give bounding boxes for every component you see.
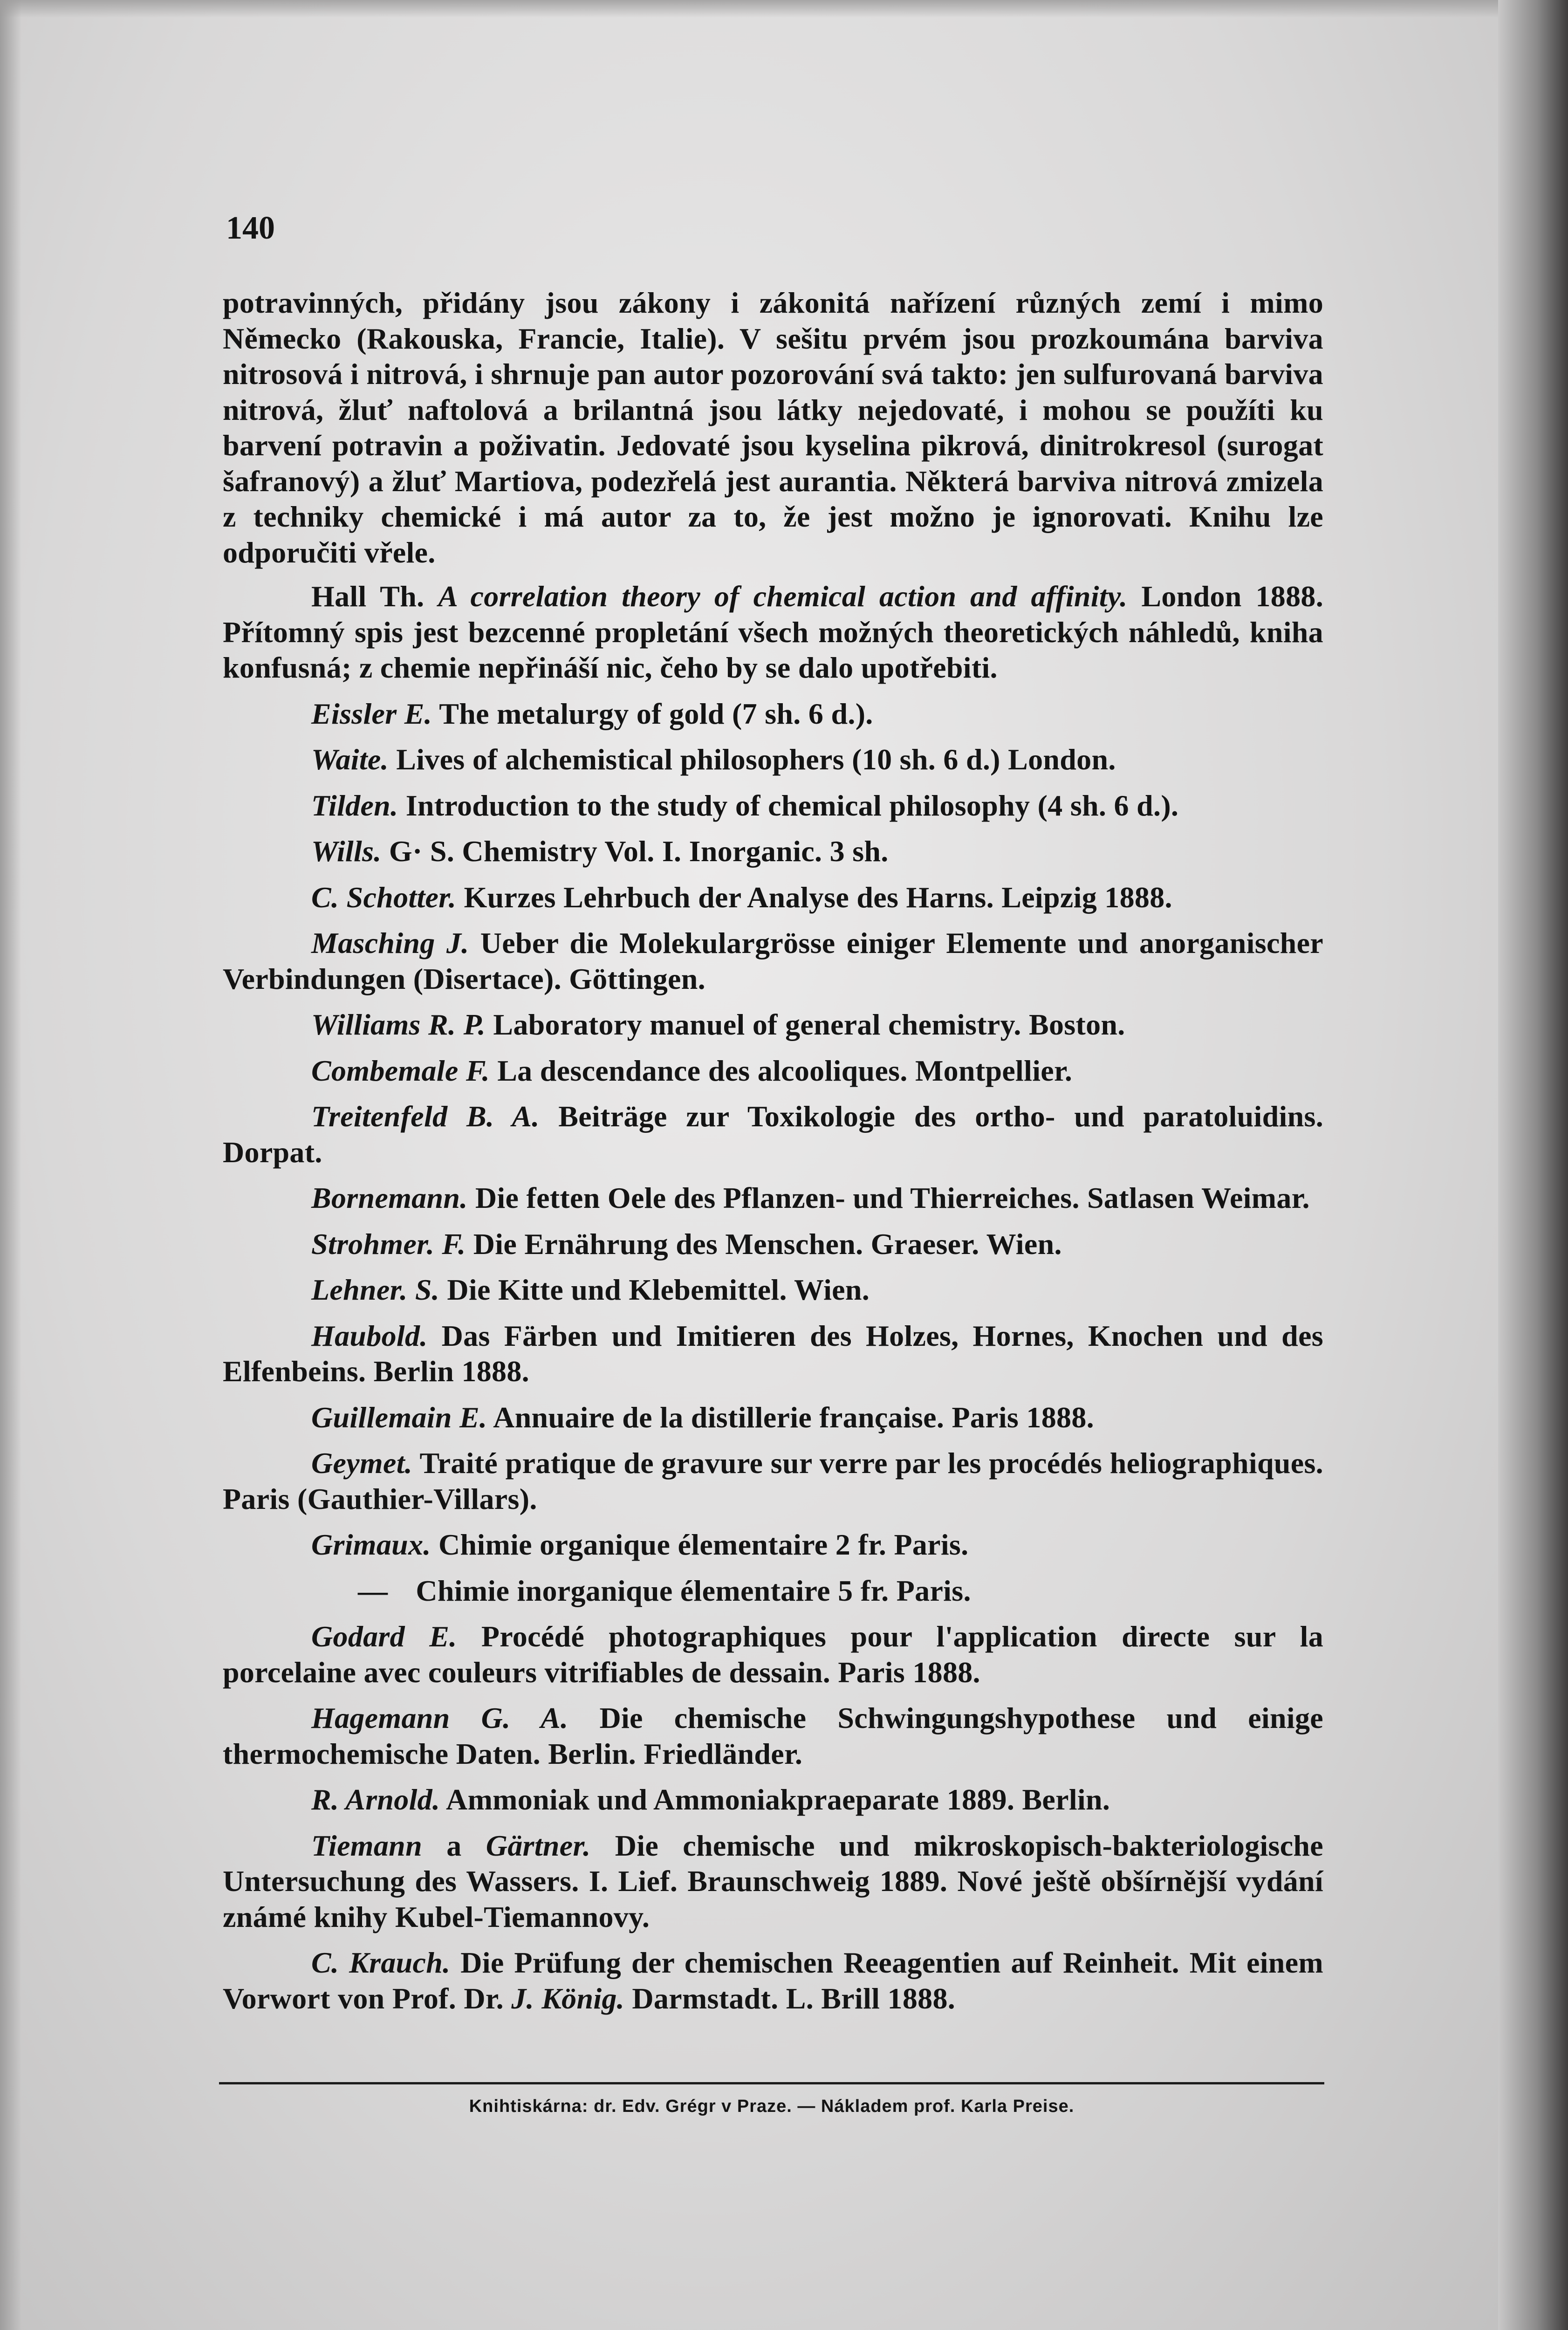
entry-text: Die chemische und mikroskopisch-bakteriologische Untersuchung des Wassers. I. Lief. Braunschweig 1889. Nové ještě obšírnější vydání známé knihy Kubel-Tiemannovy. bbox=[223, 1829, 1323, 1933]
entry-godard bbox=[223, 1619, 1323, 1690]
entry-krauch bbox=[223, 1945, 1323, 2016]
entry-grimaux bbox=[223, 1527, 1323, 1563]
entry-author: Geymet. bbox=[311, 1446, 413, 1480]
entry-author: Tiemann bbox=[311, 1829, 422, 1862]
entry-text: Procédé photographiques pour l'application directe sur la porcelaine avec couleurs vitrifiables de dessain. Paris 1888. bbox=[223, 1620, 1323, 1689]
entry-text: Die chemische Schwingungshypothese und einige thermochemische Daten. Berlin. Friedländer. bbox=[223, 1701, 1323, 1770]
entry-text: Chimie inorganique élementaire 5 fr. Paris. bbox=[416, 1574, 971, 1607]
entry-text: Kurzes Lehrbuch der Analyse des Harns. Leipzig 1888. bbox=[456, 880, 1172, 914]
page-number: 140 bbox=[226, 210, 275, 246]
entry-author: Grimaux. bbox=[311, 1528, 431, 1561]
entry-treitenfeld bbox=[223, 1099, 1323, 1170]
entry-text: Die Kitte und Klebemittel. Wien. bbox=[439, 1273, 870, 1306]
entry-tiemann bbox=[223, 1828, 1323, 1935]
entry-text: Das Färben und Imitieren des Holzes, Hornes, Knochen und des Elfenbeins. Berlin 1888. bbox=[223, 1319, 1323, 1388]
entry-williams bbox=[223, 1007, 1323, 1043]
entry-text: Die fetten Oele des Pflanzen- und Thierreiches. Satlasen Weimar. bbox=[467, 1181, 1310, 1214]
entry-author: Strohmer. F. bbox=[311, 1227, 466, 1261]
entry-author: Treitenfeld B. A. bbox=[311, 1100, 540, 1133]
entry-text: La descendance des alcooliques. Montpellier. bbox=[489, 1054, 1073, 1087]
entry-grimaux-inorganic bbox=[223, 1573, 1323, 1609]
entry-author: Haubold. bbox=[311, 1319, 428, 1352]
entry-hagemann bbox=[223, 1700, 1323, 1772]
entry-author: Godard E. bbox=[311, 1620, 457, 1653]
entry-lehner bbox=[223, 1272, 1323, 1308]
entry-author: Bornemann. bbox=[311, 1181, 468, 1214]
entry-text: Laboratory manuel of general chemistry. Boston. bbox=[486, 1008, 1125, 1041]
scan-shadow-left bbox=[0, 0, 21, 2330]
entry-text: Ammoniak und Ammoniakpraeparate 1889. Berlin. bbox=[440, 1783, 1110, 1816]
entry-waite bbox=[223, 742, 1323, 778]
entry-author: Williams R. P. bbox=[311, 1008, 486, 1041]
entry-hall bbox=[223, 579, 1323, 686]
entry-text: London 1888. Přítomný spis jest bezcenné propletání všech možných theoretických náhledů, kniha konfusná; z chemie nepřináší nic, čeho by se dalo upotřebiti. bbox=[223, 580, 1323, 684]
entry-text: Annuaire de la distillerie française. Paris 1888. bbox=[487, 1400, 1094, 1434]
printer-imprint: Knihtiskárna: dr. Edv. Grégr v Praze. — Nákladem prof. Karla Preise. bbox=[469, 2097, 1075, 2116]
entry-author: Waite. bbox=[311, 743, 389, 776]
entry-author: C. Krauch. bbox=[311, 1946, 451, 1979]
entry-tilden bbox=[223, 788, 1323, 824]
entry-author: Combemale F. bbox=[311, 1054, 490, 1087]
entry-schotter bbox=[223, 880, 1323, 916]
entry-text: Die Prüfung der chemischen Reeagentien auf Reinheit. Mit einem Vorwort von Prof. Dr. bbox=[223, 1946, 1323, 2015]
entry-bornemann bbox=[223, 1180, 1323, 1216]
book-gutter-shadow bbox=[1498, 0, 1568, 2330]
entry-text-end: Darmstadt. L. Brill 1888. bbox=[624, 1981, 956, 2015]
entry-guillemain bbox=[223, 1400, 1323, 1436]
entry-text: Ueber die Molekulargrösse einiger Elemente und anorganischer Verbindungen (Disertace). Göttingen. bbox=[223, 926, 1323, 995]
entry-eissler bbox=[223, 696, 1323, 732]
ditto-dash: — bbox=[358, 1574, 388, 1607]
entry-author: Wills. bbox=[311, 835, 382, 868]
entry-masching bbox=[223, 925, 1323, 997]
entry-text: Introduction to the study of chemical philosophy (4 sh. 6 d.). bbox=[398, 788, 1179, 822]
entry-arnold bbox=[223, 1782, 1323, 1818]
entry-text: Lives of alchemistical philosophers (10 sh. 6 d.) London. bbox=[388, 743, 1116, 776]
entry-text: Die Ernährung des Menschen. Graeser. Wien. bbox=[466, 1227, 1062, 1261]
entry-wills bbox=[223, 834, 1323, 870]
entry-haubold bbox=[223, 1318, 1323, 1390]
entry-text: The metalurgy of gold (7 sh. 6 d.). bbox=[432, 697, 873, 730]
entry-author: Lehner. S. bbox=[311, 1273, 440, 1306]
entry-title: A correlation theory of chemical action and affinity. bbox=[438, 580, 1128, 613]
entry-text: Traité pratique de gravure sur verre par les procédés heliographiques. Paris (Gauthier-Villars). bbox=[223, 1446, 1323, 1515]
entry-author: Hagemann G. A. bbox=[311, 1701, 568, 1734]
entry-coauthor: Gärtner. bbox=[486, 1829, 591, 1862]
entry-author: R. Arnold. bbox=[311, 1783, 440, 1816]
scan-shadow-top bbox=[0, 0, 1568, 18]
entry-author: Hall Th. bbox=[311, 580, 425, 613]
entry-text: Chimie organique élementaire 2 fr. Paris. bbox=[431, 1528, 969, 1561]
entry-combemale bbox=[223, 1053, 1323, 1089]
entry-conjunction: a bbox=[422, 1829, 486, 1862]
intro-paragraph: potravinných, přidány jsou zákony i zákonitá nařízení různých zemí i mimo Německo (Rakouska, Francie, Italie). V sešitu prvém jsou prozkoumána barviva nitrosová i nitrová, i shrnuje pan autor pozorování svá takto: jen sulfurovaná barviva nitrová, žluť naftolová a brilantná jsou látky nejedovaté, i mohou se použíti ku barvení potravin a poživatin. Jedovaté jsou kyselina pikrová, dinitrokresol (surogat šafranový) a žluť Martiova, podezřelá jest aurantia. Některá barviva nitrová zmizela z techniky chemické i má autor za to, že jest možno je ignorovati. Knihu lze odporučiti vřele. bbox=[223, 286, 1323, 569]
entry-author: Guillemain E. bbox=[311, 1400, 487, 1434]
entry-text: G· S. Chemistry Vol. I. Inorganic. 3 sh. bbox=[381, 835, 889, 868]
entry-author: C. Schotter. bbox=[311, 880, 457, 914]
entry-strohmer bbox=[223, 1227, 1323, 1262]
entry-author: Tilden. bbox=[311, 788, 398, 822]
entry-text: Beiträge zur Toxikologie des ortho- und paratoluidins. Dorpat. bbox=[223, 1100, 1323, 1169]
entry-author: Masching J. bbox=[311, 926, 469, 959]
footer-rule bbox=[219, 2082, 1324, 2084]
entry-coauthor: J. König. bbox=[511, 1981, 625, 2015]
entry-author: Eissler E. bbox=[311, 697, 432, 730]
bibliography-text bbox=[223, 285, 1323, 2016]
entry-geymet bbox=[223, 1446, 1323, 1517]
